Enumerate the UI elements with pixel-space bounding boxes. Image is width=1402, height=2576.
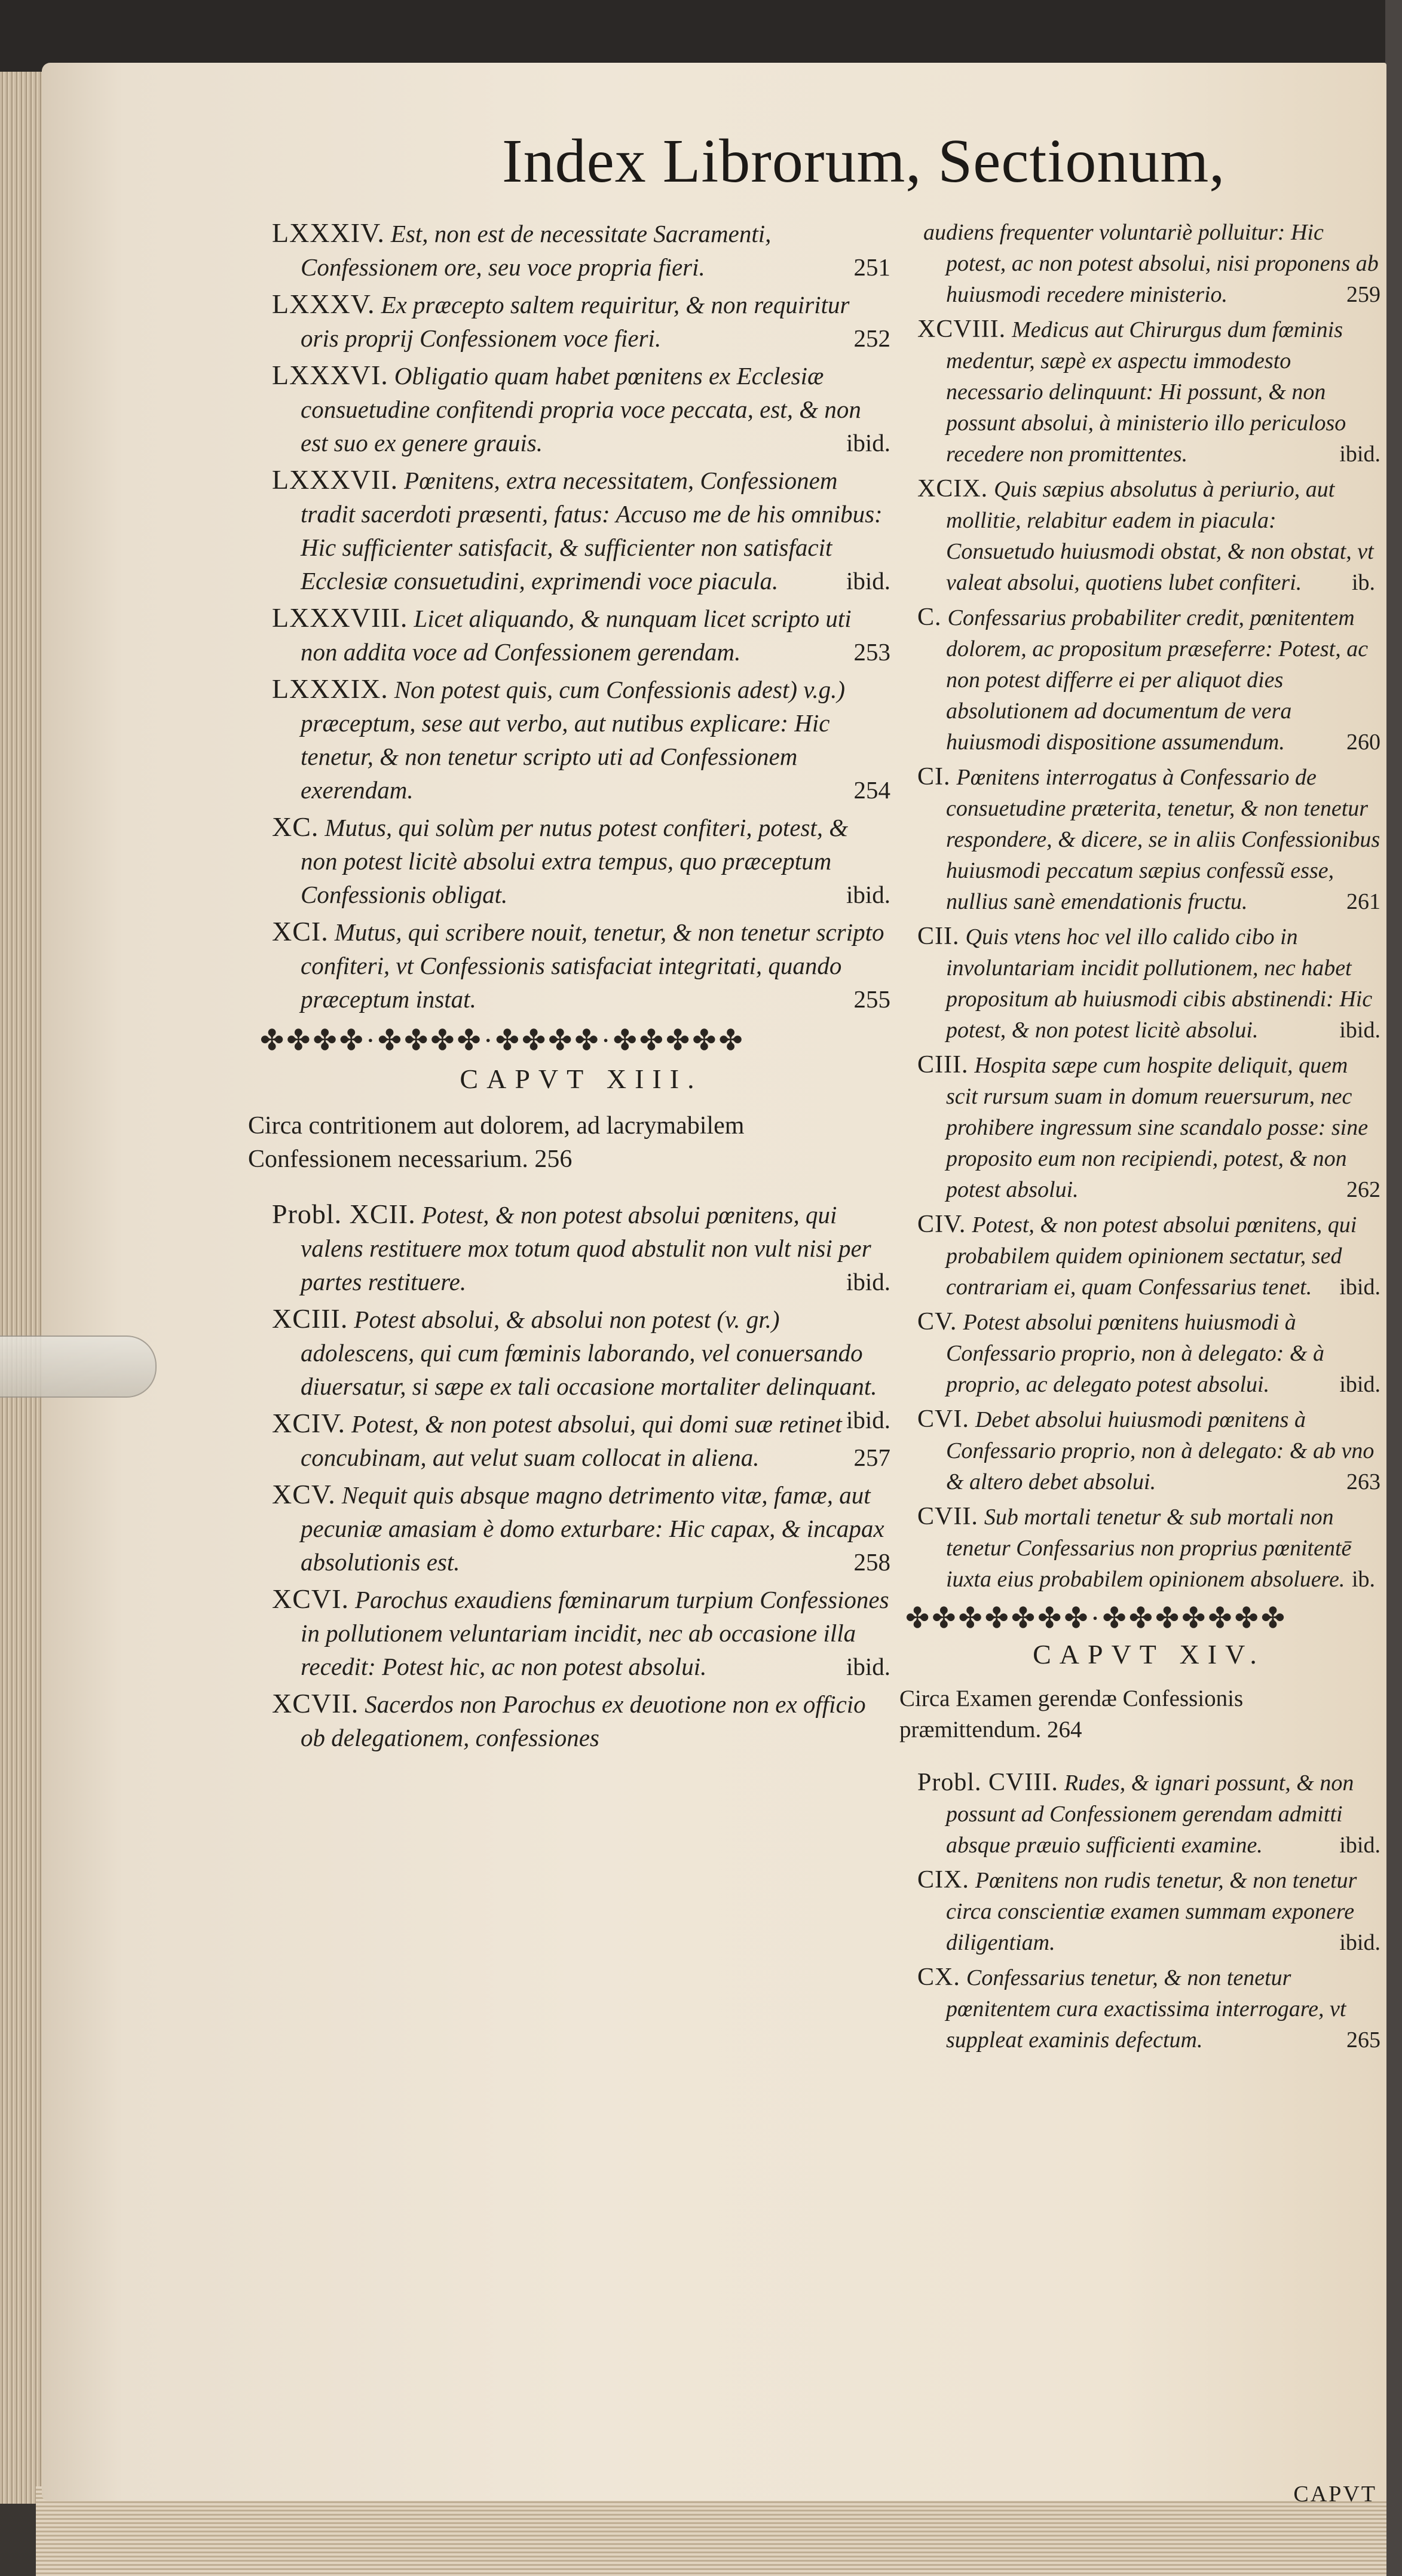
entry-number: CV. [917,1308,957,1336]
catchword: CAPVT [1293,2482,1377,2507]
entry-number: C. [917,604,942,631]
entry-page-ref: 258 [853,1548,890,1576]
index-entry [272,672,890,807]
entry-number: XCIII. [272,1303,348,1334]
entry-number: CII. [917,923,960,950]
index-entry [917,1404,1380,1497]
index-entry [272,1197,890,1298]
index-entry [917,761,1380,917]
entry-number: LXXXVI. [272,360,388,390]
right-entries-bottom [917,1767,1380,2056]
entry-text: Quis vtens hoc vel illo calido cibo in involuntariam incidit pollutionem, nec habet propositum ab huiusmodi cibis abstinendi: Hic potest, & non potest licitè absolui. [946,924,1373,1043]
index-entry: CVII. Sub mortali tenetur & sub mortali non tenetur Confessarius non proprius pœnitentē iuxta eius probabilem opinionem absoluere. ib. [917,1503,1376,1592]
index-entry [917,1864,1380,1958]
entry-text: Mutus, qui scribere nouit, tenetur, & non tenetur scripto confiteri, vt Confessionis satisfaciat integritati, quando præceptum instat. [301,918,884,1013]
entry-page-ref: ibid. [846,1653,890,1680]
entry-text: Confessarius tenetur, & non tenetur pœnitentem cura exactissima interrogare, vt suppleat examinis defectum. [946,1965,1346,2053]
entry-text: Pœnitens non rudis tenetur, & non tenetur circa conscientiæ examen summam exponere diligentiam. [946,1868,1357,1955]
entry-text: Nequit quis absque magno detrimento vitæ, famæ, aut pecuniæ amasiam è domo exturbare: Hic capax, & incapax absolutionis est. [301,1481,884,1576]
entry-number: XCIV. [272,1408,346,1438]
entry-text: Ex præcepto saltem requiritur, & non requiritur oris proprij Confessionem voce fieri. [301,291,850,352]
bookmark-clip [0,1336,157,1398]
index-entry: XCIX. Quis sæpius absolutus à periurio, aut mollitie, relabitur eadem in piacula: Consuetudo huiusmodi obstat, & non obstat, vt valeat absolui, quotiens lubet confiteri. ib. [917,475,1376,595]
entry-page-ref: ibid. [846,1268,890,1295]
scanner-bed-right [1385,0,1402,2576]
entry-number: LXXXVII. [272,464,399,495]
entry-number: Probl. CVIII. [917,1769,1058,1796]
entry-number: XCVII. [272,1688,359,1719]
entry-text: Parochus exaudiens fœminarum turpium Confessiones in pollutionem veluntariam incidit, nec ab occasione illa recedit: Potest hic, ac non potest absolui. [301,1586,889,1680]
entry-page-ref: 257 [853,1444,890,1471]
entry-text: Potest absolui, & absolui non potest (v. gr.) adolescens, qui cum fœminis laborando, vel conuersando diuersatur, si sæpe ex tali occasione mortaliter delinquant. [301,1306,877,1400]
entry-text: Quis sæpius absolutus à periurio, aut mollitie, relabitur eadem in piacula: Consuetudo huiusmodi obstat, & non obstat, vt valeat absolui, quotiens lubet confiteri. [946,477,1374,595]
entry-number: CI. [917,763,951,791]
index-entry [272,1407,890,1474]
index-entry [917,1962,1380,2056]
entry-page-ref: ibid. [1339,1930,1380,1955]
entry-page-ref: ibid. [846,1406,890,1434]
index-entry [917,921,1380,1046]
entry-number: CIV. [917,1211,966,1238]
entry-number: LXXXIV. [272,218,385,248]
entry-page-ref: 263 [1346,1469,1380,1494]
entry-text: Licet aliquando, & nunquam licet scripto uti non addita voce ad Confessionem gerendam. [301,605,852,666]
entry-number: CIII. [917,1051,969,1079]
entry-page-ref: 262 [1346,1177,1380,1202]
entry-page-ref: 252 [853,324,890,352]
entry-number: CIX. [917,1866,969,1894]
entry-text: Potest, & non potest absolui, qui domi suæ retinet concubinam, aut velut suam collocat in aliena. [301,1410,842,1471]
left-entries-top [272,216,890,1016]
entry-number: Probl. XCII. [272,1199,416,1229]
entry-page-ref: 260 [1346,730,1380,755]
right-ornament-band: ✤✤✤✤✤✤✤·✤✤✤✤✤✤✤ [905,1603,1288,1634]
entry-text: Est, non est de necessitate Sacramenti, Confessionem ore, seu voce propria fieri. [301,220,772,281]
index-entry [272,216,890,284]
entry-page-ref: ibid. [846,567,890,595]
entry-number: XCV. [272,1479,336,1509]
entry-text: audiens frequenter voluntariè polluitur: Hic potest, ac non potest absolui, nisi proponens ab huiusmodi recedere ministerio. [923,220,1379,307]
entry-page-ref: ibid. [1339,1275,1380,1300]
index-entry [272,1687,890,1754]
left-ornament-band: ✤✤✤✤·✤✤✤✤·✤✤✤✤·✤✤✤✤✤ [260,1025,745,1056]
entry-number: XCIX. [917,475,988,503]
entry-number: LXXXIX. [272,673,388,704]
entry-number: LXXXV. [272,289,375,319]
entry-number: CVI. [917,1405,969,1433]
index-entry [917,602,1380,758]
index-entry [917,314,1380,470]
index-entry [917,216,1380,310]
left-chapter-summary [248,1109,890,1176]
entry-page-ref: 265 [1346,2027,1380,2053]
left-chapter-summary-page: 256 [534,1145,573,1173]
index-entry [272,915,890,1016]
entry-page-ref: ibid. [1339,442,1380,467]
left-chapter-summary-text: Circa contritionem aut dolorem, ad lacrymabilem Confessionem necessarium. [248,1112,745,1173]
entry-text: Sacerdos non Parochus ex deuotione non ex officio ob delegationem, confessiones [301,1690,866,1751]
entry-page-ref: ibid. [846,881,890,908]
entry-page-ref: 261 [1346,889,1380,914]
entry-page-ref: 254 [853,776,890,804]
entry-text: Confessarius probabiliter credit, pœnitentem dolorem, ac propositum præseferre: Potest, ac non potest differre ei per aliquot dies absolutionem ad documentum de vera huiusmodi dispositione assumendum. [946,605,1369,755]
entry-number: XCVIII. [917,316,1006,343]
right-column [899,216,1380,2059]
entry-page-ref: ibid. [1339,1018,1380,1043]
entry-number: XCVI. [272,1583,349,1614]
page-title: Index Librorum, Sectionum, [502,127,1226,195]
entry-text: Potest, & non potest absolui pœnitens, qui probabilem quidem opinionem sectatur, sed contrariam ei, quam Confessarius tenet. [946,1212,1357,1300]
entry-page-ref: ibid. [1339,1372,1380,1397]
entry-text: Potest, & non potest absolui pœnitens, qui valens restituere mox totum quod abstulit non vult nisi per partes restituere. [301,1201,871,1295]
entry-page-ref: 251 [853,253,890,281]
entry-text: Obligatio quam habet pœnitens ex Ecclesiæ consuetudine confitendi propria voce peccata, est, & non est suo ex genere grauis. [301,362,861,457]
right-entries-top [917,216,1380,1595]
index-entry [272,601,890,669]
left-column [248,216,890,1758]
entry-text: Pœnitens interrogatus à Confessario de consuetudine præterita, tenetur, & non tenetur respondere, & dicere, se in aliis Confessionibus huiusmodi peccatum sæpius confessũ esse, nullius sanè emendationis fructu. [946,765,1380,914]
entry-number: XC. [272,811,319,842]
entry-page-ref: 253 [853,638,890,666]
entry-text: Potest absolui pœnitens huiusmodi à Confessario proprio, non à delegato: & à proprio, ac delegato potest absolui. [946,1310,1324,1397]
right-chapter-heading: CAPVT XIV. [1033,1639,1265,1670]
entry-text: Debet absolui huiusmodi pœnitens à Confessario proprio, non à delegato: & ab vno & altero debet absolui. [946,1407,1375,1494]
index-entry [272,359,890,460]
entry-number: CVII. [917,1503,978,1530]
entry-text: Rudes, & ignari possunt, & non possunt ad Confessionem gerendam admitti absque præuio sufficienti examine. [946,1771,1354,1858]
entry-text: Sub mortali tenetur & sub mortali non tenetur Confessarius non proprius pœnitentē iuxta eius probabilem opinionem absoluere. [946,1505,1352,1592]
entry-text: Hospita sæpe cum hospite deliquit, quem scit rursum suam in domum reuersurum, nec prohibere ingressum sine scandalo posse: sine proposito eum non recipiendi, potest, & non potest absolui. [946,1053,1369,1202]
entry-text: Non potest quis, cum Confessionis adest) v.g.) præceptum, sese aut verbo, aut nutibus explicare: Hic tenetur, & non tenetur scripto uti ad Confessionem exerendam. [301,676,846,804]
index-entry [917,1049,1380,1205]
entry-number: XCI. [272,916,329,947]
index-entry [272,810,890,911]
entry-text: Pœnitens, extra necessitatem, Confessionem tradit sacerdoti præsenti, fatus: Accuso me de his omnibus: Hic sufficienter satisfacit, & sufficienter non satisfacit Ecclesiæ consuetudini, exprimendi voce piacula. [301,467,883,595]
index-entry [272,1478,890,1579]
left-chapter-heading: CAPVT XIII. [460,1064,703,1094]
index-entry [272,463,890,598]
entry-page-ref: 259 [1346,282,1380,307]
right-chapter-summary-text: Circa Examen gerendæ Confessionis præmittendum. [899,1686,1244,1742]
entry-text: Medicus aut Chirurgus dum fœminis medentur, sæpè ex aspectu immodesto necessario delinquunt: Hi possunt, & non possunt absolui, à ministerio illo periculoso recedere non promittentes. [946,317,1346,467]
index-entry [917,1306,1380,1400]
index-entry [917,1209,1380,1303]
entry-page-ref: ibid. [1339,1833,1380,1858]
entry-text: Mutus, qui solùm per nutus potest confiteri, potest, & non potest licitè absolui extra tempus, quo præceptum Confessionis obligat. [301,814,849,908]
entry-number: LXXXVIII. [272,602,408,633]
index-entry [917,1767,1380,1861]
entry-page-ref: ibid. [846,429,890,457]
entry-number: CX. [917,1964,960,1991]
right-chapter-summary-page: 264 [1047,1717,1082,1742]
entry-page-ref: 255 [853,985,890,1013]
index-entry [272,287,890,355]
right-chapter-summary [899,1683,1380,1745]
left-entries-bottom [272,1197,890,1754]
index-entry [272,1582,890,1683]
